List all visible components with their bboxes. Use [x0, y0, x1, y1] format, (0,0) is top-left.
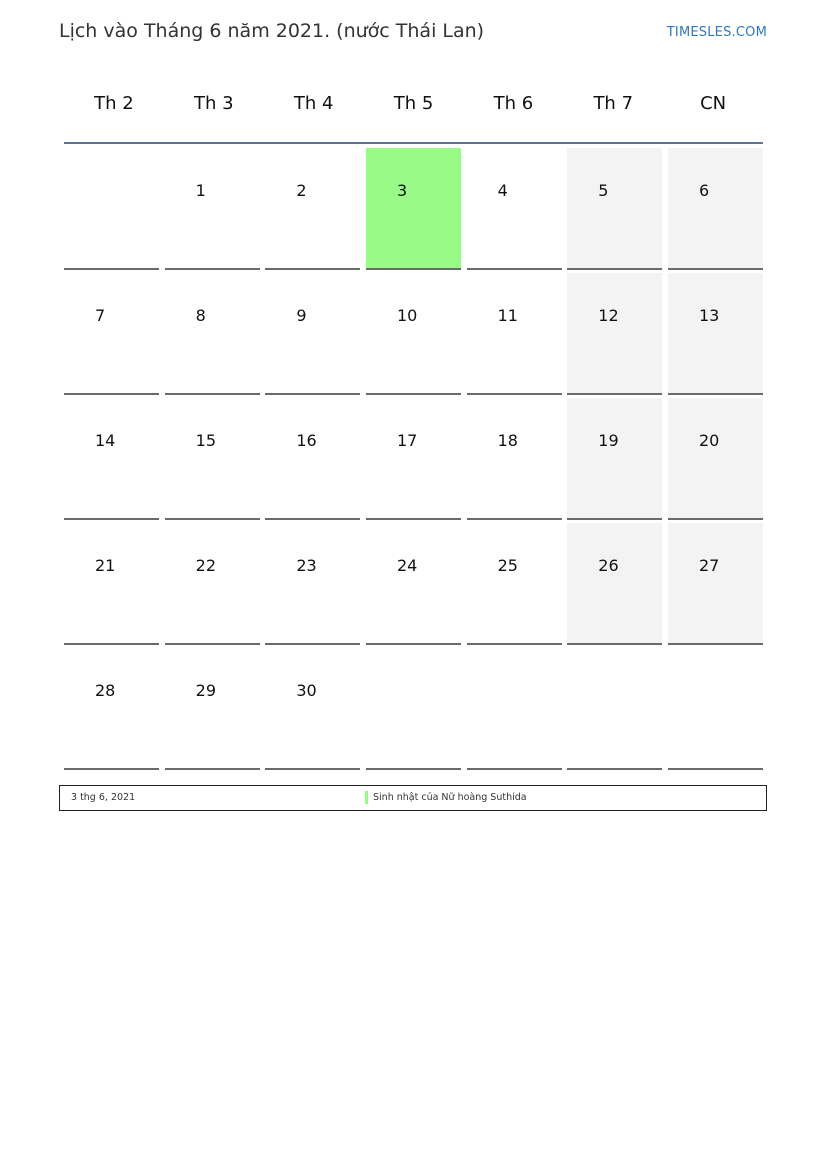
weekday-label: CN	[700, 93, 727, 114]
day-cell[interactable]	[265, 273, 360, 395]
day-number: 2	[296, 181, 307, 200]
day-cell[interactable]	[467, 648, 562, 770]
month-calendar	[64, 85, 763, 773]
day-cell[interactable]	[467, 148, 562, 270]
day-number: 26	[598, 556, 619, 575]
day-number: 9	[296, 306, 307, 325]
day-cell[interactable]	[467, 398, 562, 520]
week-row	[64, 648, 763, 773]
day-cell[interactable]	[265, 648, 360, 770]
day-cell[interactable]	[165, 273, 260, 395]
weekday-label: Th 3	[194, 93, 234, 114]
header-divider	[64, 142, 763, 144]
day-cell[interactable]	[366, 523, 461, 645]
day-number: 8	[195, 306, 206, 325]
weekday-label: Th 4	[293, 93, 334, 114]
day-number: 29	[195, 681, 217, 700]
day-cell[interactable]	[265, 148, 360, 270]
day-number: 1	[195, 181, 206, 200]
day-cell[interactable]	[668, 148, 763, 270]
day-cell[interactable]	[567, 398, 662, 520]
day-cell[interactable]	[265, 398, 360, 520]
brand-link[interactable]: TIMESLES.COM	[666, 25, 767, 40]
day-cell[interactable]	[567, 273, 662, 395]
day-grid	[64, 148, 763, 773]
day-cell[interactable]	[668, 273, 763, 395]
day-cell[interactable]	[165, 398, 260, 520]
day-number: 12	[598, 306, 619, 325]
week-row	[64, 273, 763, 398]
day-number: 23	[296, 556, 317, 575]
day-cell-highlighted[interactable]	[366, 148, 461, 270]
day-cell[interactable]	[567, 648, 662, 770]
day-cell[interactable]	[64, 273, 159, 395]
day-cell[interactable]	[567, 523, 662, 645]
event-name: Sinh nhật của Nữ hoàng Suthida	[373, 792, 527, 803]
weekday-header-row	[64, 85, 763, 123]
day-cell[interactable]	[64, 148, 159, 270]
day-number: 17	[396, 431, 418, 450]
day-cell[interactable]	[567, 148, 662, 270]
day-cell[interactable]	[366, 398, 461, 520]
day-cell[interactable]	[64, 648, 159, 770]
day-cell[interactable]	[366, 273, 461, 395]
day-cell[interactable]	[668, 523, 763, 645]
day-number: 18	[497, 431, 518, 450]
day-cell[interactable]	[64, 523, 159, 645]
week-row	[64, 398, 763, 523]
day-number: 4	[497, 181, 508, 200]
day-number: 16	[296, 431, 317, 450]
day-number: 30	[296, 681, 317, 700]
day-number: 6	[698, 181, 710, 200]
event-legend	[59, 785, 767, 811]
day-cell[interactable]	[366, 648, 461, 770]
weekday-label: Th 7	[593, 93, 634, 114]
week-row	[64, 523, 763, 648]
day-number: 7	[95, 306, 106, 325]
day-number: 25	[497, 556, 518, 575]
page-title: Lịch vào Tháng 6 năm 2021. (nước Thái Lan)	[59, 20, 485, 42]
day-cell[interactable]	[668, 398, 763, 520]
day-number: 21	[95, 556, 116, 575]
day-number: 20	[698, 431, 720, 450]
day-cell[interactable]	[467, 523, 562, 645]
event-color-marker	[365, 791, 368, 804]
day-number: 13	[698, 306, 720, 325]
day-cell[interactable]	[64, 398, 159, 520]
day-number: 27	[698, 556, 720, 575]
day-number: 15	[195, 431, 217, 450]
day-cell[interactable]	[165, 648, 260, 770]
day-number: 22	[195, 556, 217, 575]
day-number: 3	[396, 181, 408, 200]
day-number: 28	[95, 681, 116, 700]
day-number: 19	[598, 431, 619, 450]
weekday-label: Th 6	[493, 93, 534, 114]
day-cell[interactable]	[165, 148, 260, 270]
week-row	[64, 148, 763, 273]
weekday-label: Th 5	[393, 93, 434, 114]
day-number: 14	[95, 431, 116, 450]
weekday-label: Th 2	[94, 93, 134, 114]
day-cell[interactable]	[165, 523, 260, 645]
day-number: 11	[497, 306, 518, 325]
day-number: 10	[396, 306, 418, 325]
day-cell[interactable]	[668, 648, 763, 770]
event-date: 3 thg 6, 2021	[71, 792, 136, 803]
day-cell[interactable]	[467, 273, 562, 395]
day-number: 24	[396, 556, 418, 575]
day-cell[interactable]	[265, 523, 360, 645]
day-number: 5	[598, 181, 609, 200]
